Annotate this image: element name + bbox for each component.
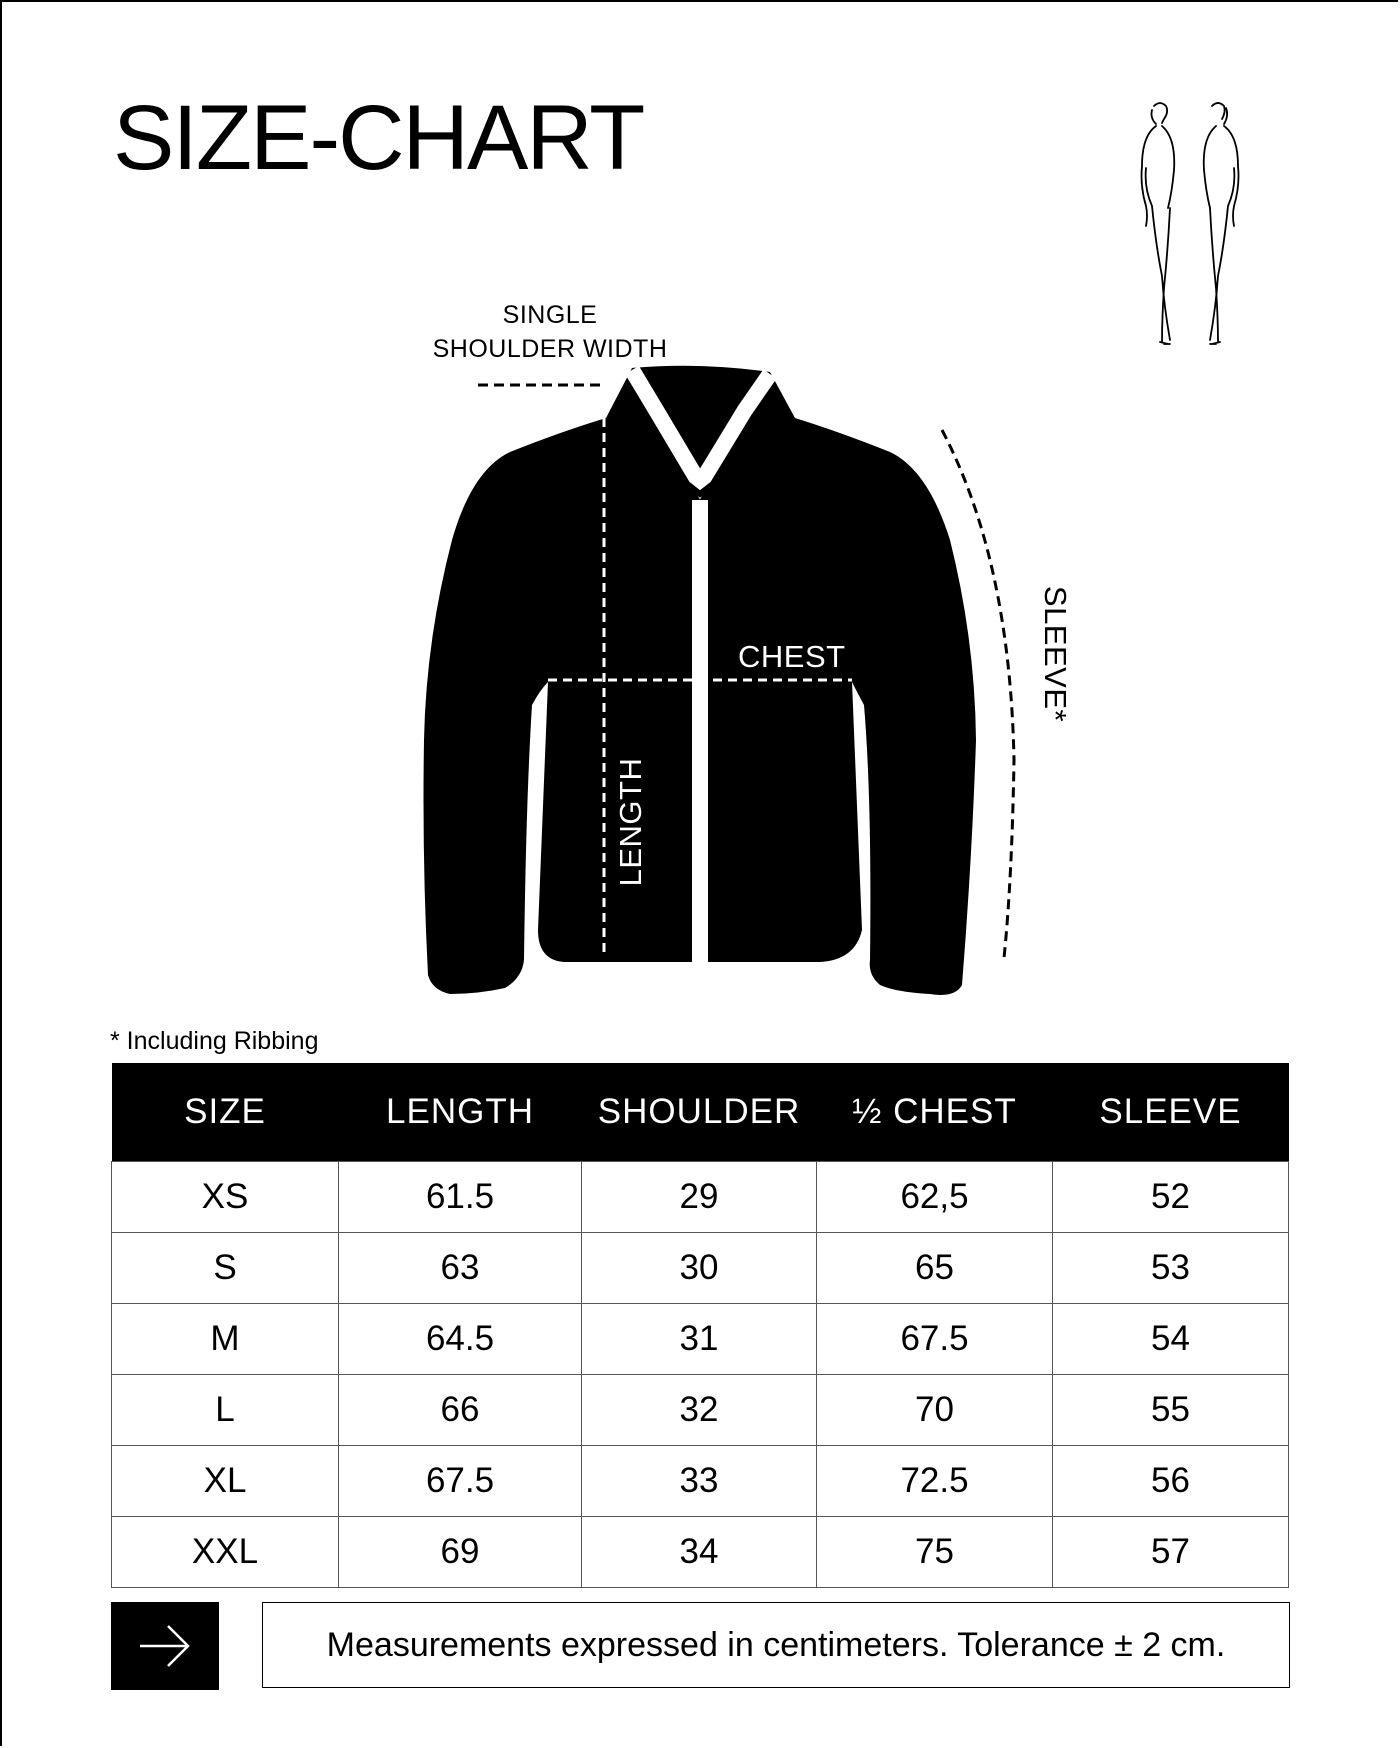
table-cell: 63 <box>339 1233 582 1304</box>
table-row <box>112 1162 1289 1233</box>
measurement-note-box <box>262 1602 1290 1688</box>
table-cell: 67.5 <box>339 1446 582 1517</box>
table-cell: 69 <box>339 1517 582 1588</box>
table-cell: S <box>112 1233 339 1304</box>
table-cell: 31 <box>582 1304 817 1375</box>
table-cell: 64.5 <box>339 1304 582 1375</box>
header-half-chest: ½ CHEST <box>817 1063 1053 1162</box>
table-header-row <box>112 1063 1289 1162</box>
table-cell: 30 <box>582 1233 817 1304</box>
table-cell: 54 <box>1053 1304 1289 1375</box>
table-row <box>112 1446 1289 1517</box>
table-cell: 33 <box>582 1446 817 1517</box>
shoulder-label-line1: SINGLE <box>502 301 598 329</box>
chest-label: CHEST <box>738 639 846 674</box>
table-cell: XL <box>112 1446 339 1517</box>
table-row <box>112 1517 1289 1588</box>
measurement-note-text: Measurements expressed in centimeters. Tolerance ± 2 cm. <box>326 1625 1226 1664</box>
header-size: SIZE <box>112 1063 339 1162</box>
table-cell: 52 <box>1053 1162 1289 1233</box>
table-cell: 56 <box>1053 1446 1289 1517</box>
table-row <box>112 1375 1289 1446</box>
table-cell: L <box>112 1375 339 1446</box>
table-cell: 53 <box>1053 1233 1289 1304</box>
arrow-right-glyph <box>138 1623 192 1669</box>
table-cell: 32 <box>582 1375 817 1446</box>
table-cell: 61.5 <box>339 1162 582 1233</box>
shoulder-label-line2: SHOULDER WIDTH <box>432 335 668 363</box>
header-length: LENGTH <box>339 1063 582 1162</box>
size-table <box>111 1063 1289 1588</box>
page-title: SIZE-CHART <box>113 87 644 189</box>
table-cell: XXL <box>112 1517 339 1588</box>
arrow-right-icon <box>111 1602 219 1690</box>
table-cell: 72.5 <box>817 1446 1053 1517</box>
table-cell: 70 <box>817 1375 1053 1446</box>
sleeve-label: SLEEVE* <box>1038 585 1073 723</box>
header-sleeve: SLEEVE <box>1053 1063 1289 1162</box>
length-label: LENGTH <box>613 757 648 887</box>
shoulder-label <box>420 298 680 366</box>
table-cell: 55 <box>1053 1375 1289 1446</box>
table-cell: 34 <box>582 1517 817 1588</box>
table-cell: 29 <box>582 1162 817 1233</box>
header-shoulder: SHOULDER <box>582 1063 817 1162</box>
table-cell: 66 <box>339 1375 582 1446</box>
table-cell: 75 <box>817 1517 1053 1588</box>
table-cell: 57 <box>1053 1517 1289 1588</box>
table-cell: XS <box>112 1162 339 1233</box>
table-cell: 62,5 <box>817 1162 1053 1233</box>
table-row <box>112 1304 1289 1375</box>
table-cell: 65 <box>817 1233 1053 1304</box>
table-row <box>112 1233 1289 1304</box>
table-cell: M <box>112 1304 339 1375</box>
ribbing-note: * Including Ribbing <box>110 1027 319 1055</box>
table-cell: 67.5 <box>817 1304 1053 1375</box>
